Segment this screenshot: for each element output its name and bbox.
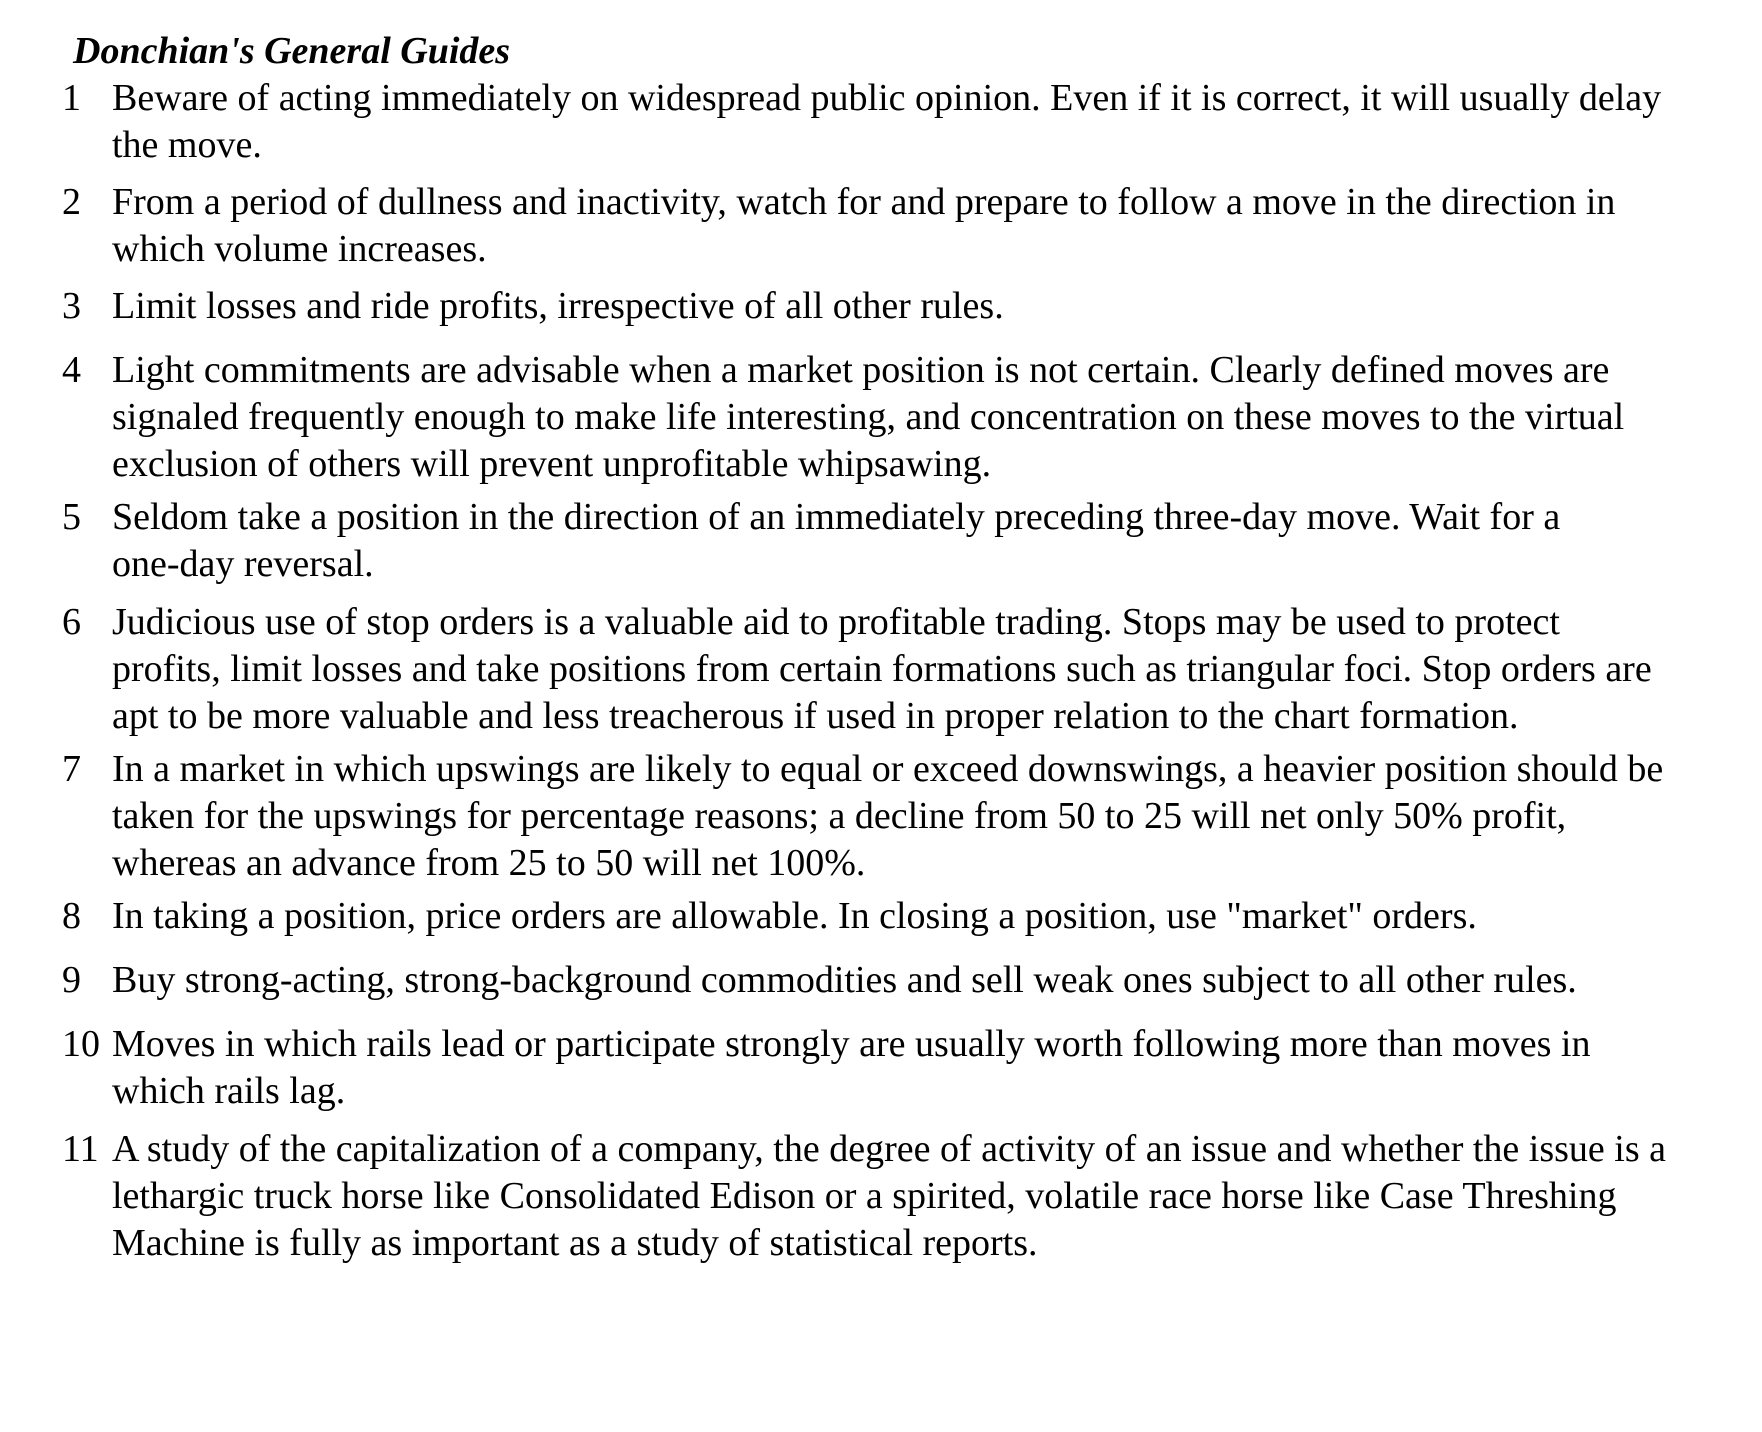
text-line: Limit losses and ride profits, irrespective of all other rules.: [112, 285, 1004, 327]
list-item-text: [112, 599, 1752, 740]
list-item-number: 8: [62, 895, 81, 937]
text-line: lethargic truck horse like Consolidated Edison or a spirited, volatile race horse like Case Threshing: [112, 1175, 1617, 1217]
list-item-number: 1: [62, 77, 81, 119]
list-item-text: [112, 75, 1752, 169]
list-item-text: [112, 283, 1752, 330]
list-item-text: [112, 494, 1752, 588]
text-line: In taking a position, price orders are allowable. In closing a position, use "market" orders.: [112, 895, 1477, 937]
list-item-text: [112, 957, 1752, 1004]
list-item-text: [112, 179, 1752, 273]
text-line: From a period of dullness and inactivity, watch for and prepare to follow a move in the direction in: [112, 181, 1616, 223]
list-item-number: 2: [62, 181, 81, 223]
text-line: apt to be more valuable and less treacherous if used in proper relation to the chart formation.: [112, 695, 1519, 737]
text-line: which rails lag.: [112, 1070, 346, 1112]
list-item-text: [112, 1021, 1752, 1115]
text-line: Machine is fully as important as a study of statistical reports.: [112, 1222, 1038, 1264]
list-item-number: 10: [62, 1023, 100, 1065]
list-item-text: [112, 1126, 1752, 1267]
list-item-text: [112, 893, 1752, 940]
text-line: Buy strong-acting, strong-background commodities and sell weak ones subject to all other rules.: [112, 959, 1577, 1001]
list-item-number: 7: [62, 748, 81, 790]
list-item-number: 6: [62, 601, 81, 643]
list-item-number: 3: [62, 285, 81, 327]
text-line: Beware of acting immediately on widespread public opinion. Even if it is correct, it will usually delay: [112, 77, 1662, 119]
text-line: one-day reversal.: [112, 543, 374, 585]
text-line: In a market in which upswings are likely to equal or exceed downswings, a heavier position should be: [112, 748, 1664, 790]
text-line: Light commitments are advisable when a market position is not certain. Clearly defined moves are: [112, 349, 1610, 391]
text-line: Seldom take a position in the direction of an immediately preceding three-day move. Wait for a: [112, 496, 1561, 538]
text-line: A study of the capitalization of a company, the degree of activity of an issue and whether the issue is a: [112, 1128, 1666, 1170]
text-line: Moves in which rails lead or participate strongly are usually worth following more than moves in: [112, 1023, 1591, 1065]
text-line: Judicious use of stop orders is a valuable aid to profitable trading. Stops may be used to protect: [112, 601, 1560, 643]
document-title: Donchian's General Guides: [73, 30, 511, 72]
list-item-text: [112, 347, 1752, 488]
text-line: taken for the upswings for percentage reasons; a decline from 50 to 25 will net only 50% profit,: [112, 795, 1567, 837]
text-line: exclusion of others will prevent unprofitable whipsawing.: [112, 443, 992, 485]
text-line: the move.: [112, 124, 262, 166]
list-item-number: 9: [62, 959, 81, 1001]
list-item-number: 4: [62, 349, 81, 391]
text-line: which volume increases.: [112, 228, 487, 270]
list-item-text: [112, 746, 1752, 887]
text-line: whereas an advance from 25 to 50 will net 100%.: [112, 842, 866, 884]
list-item-number: 11: [62, 1128, 99, 1170]
text-line: profits, limit losses and take positions from certain formations such as triangular foci. Stop orders are: [112, 648, 1652, 690]
list-item-number: 5: [62, 496, 81, 538]
text-line: signaled frequently enough to make life interesting, and concentration on these moves to the virtual: [112, 396, 1625, 438]
